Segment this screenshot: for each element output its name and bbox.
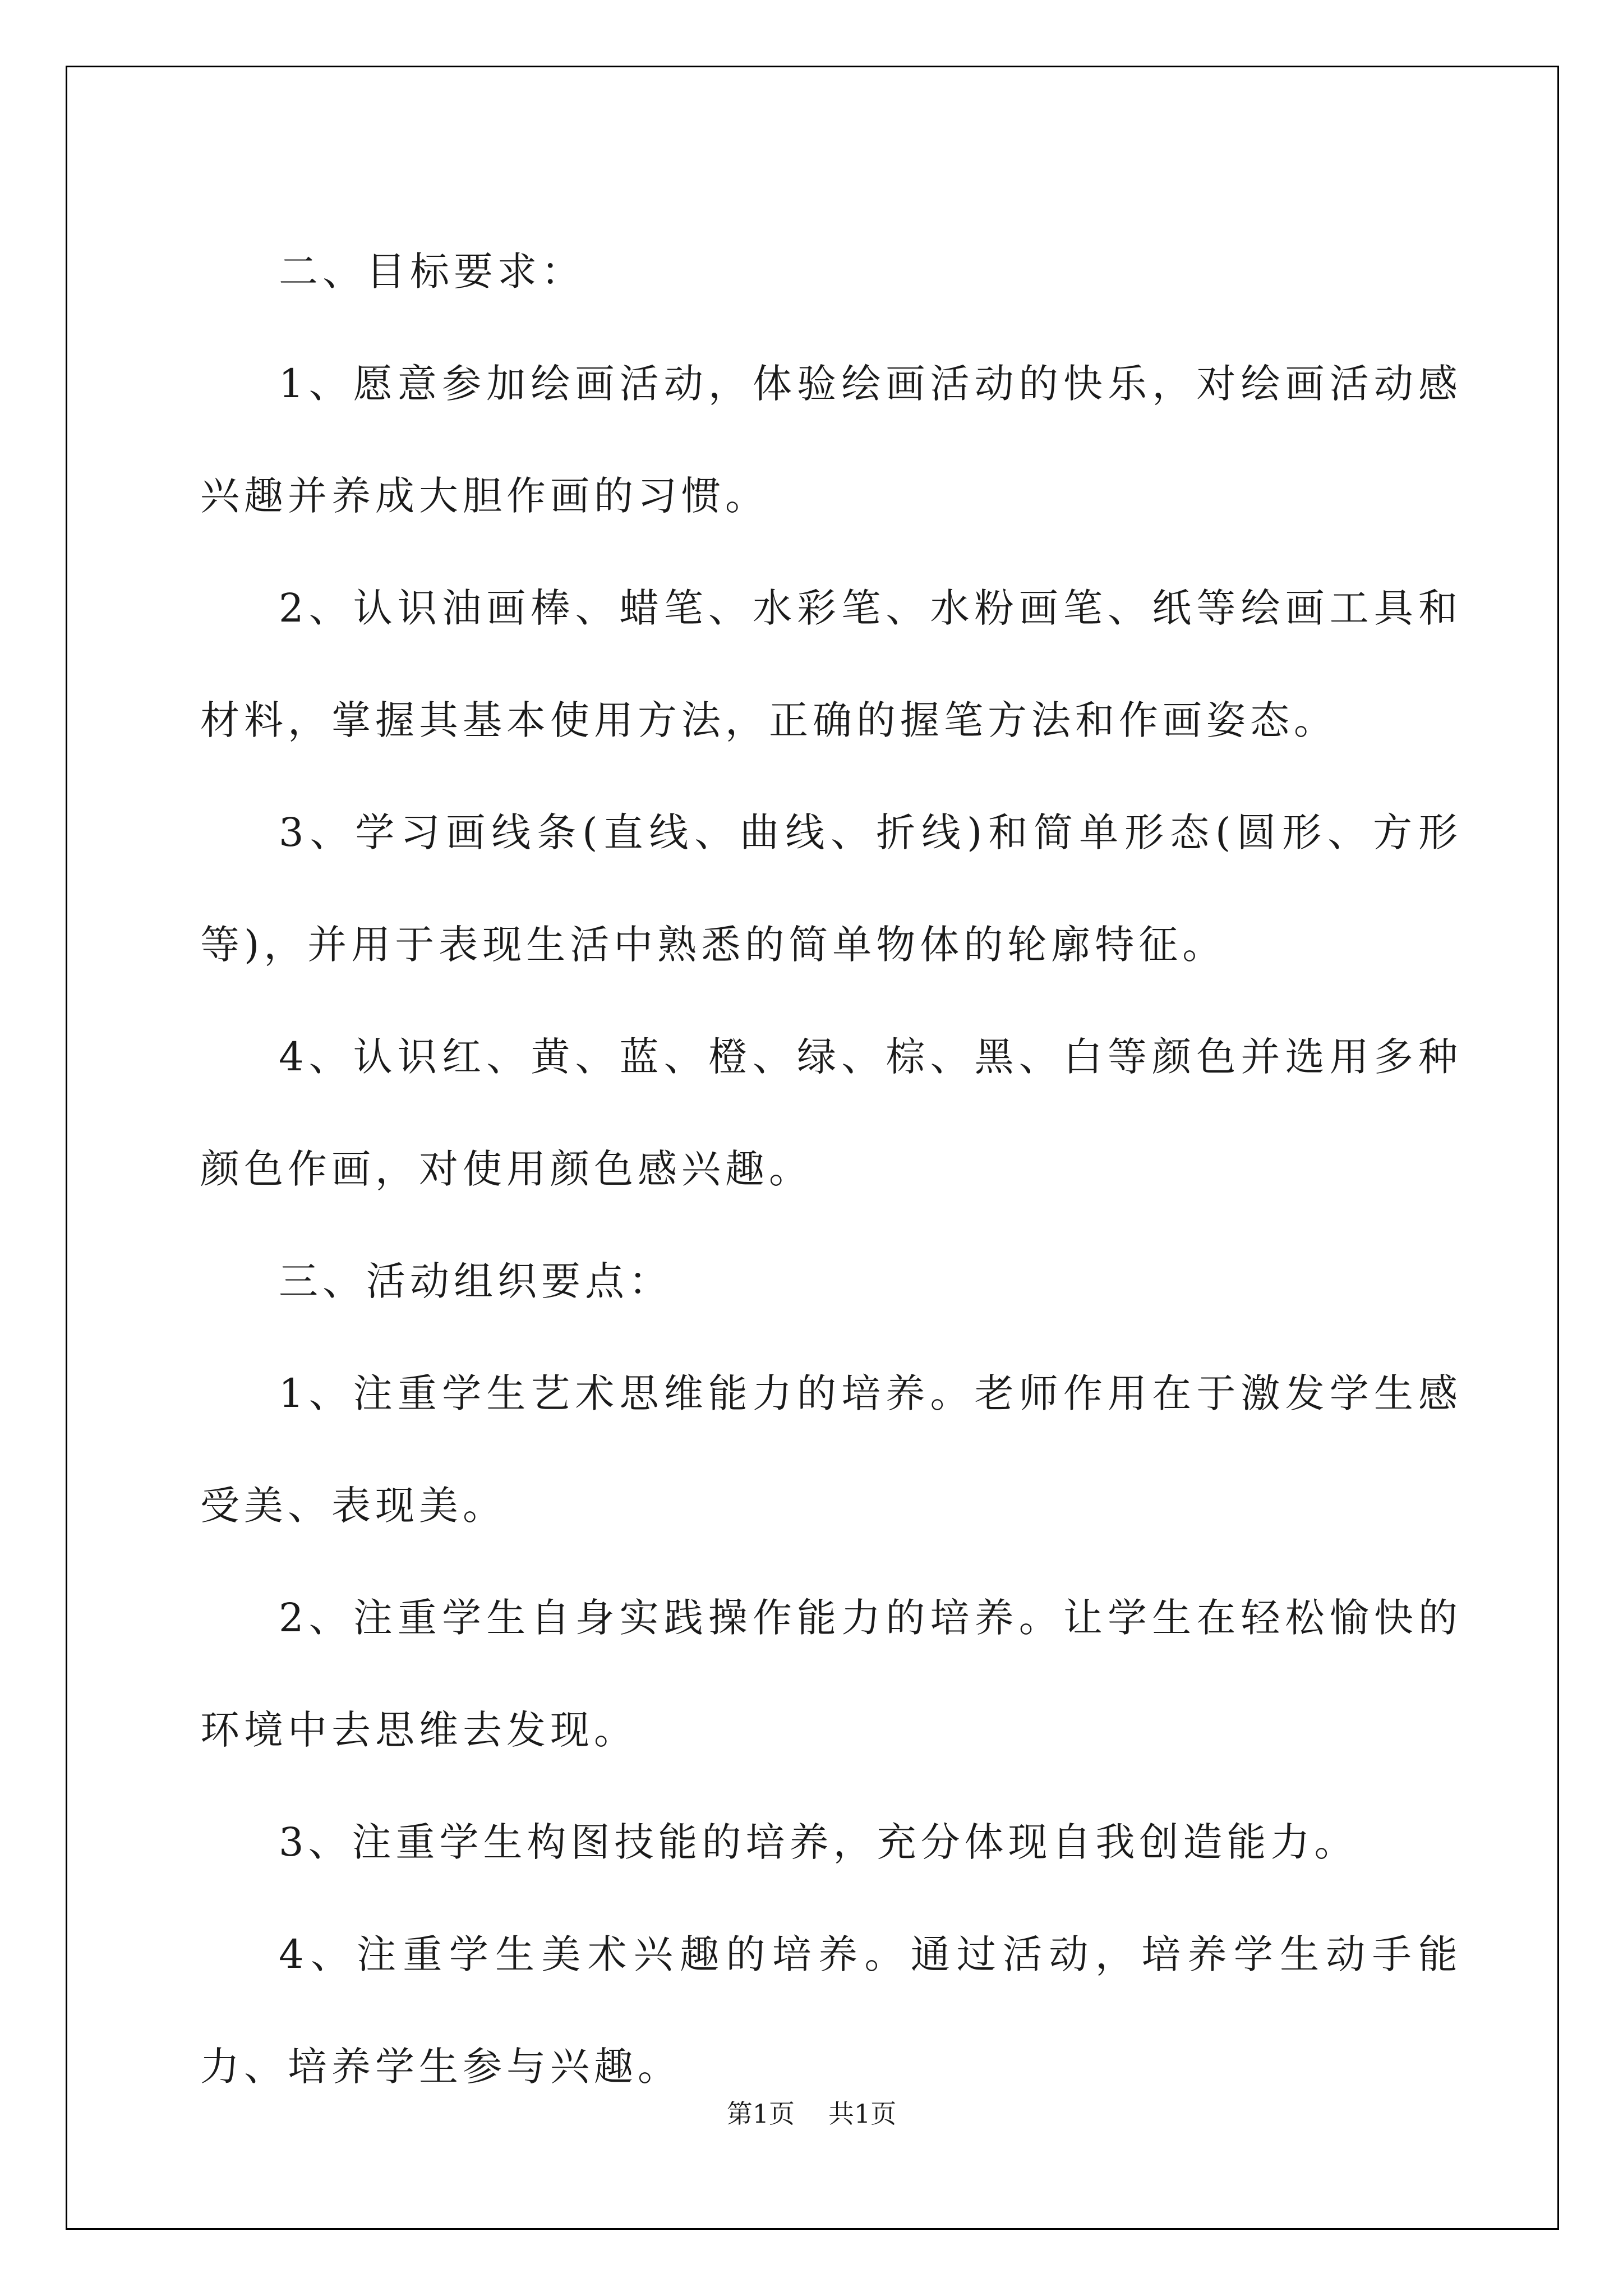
paragraph: 4、注重学生美术兴趣的培养。通过活动，培养学生动手能力、培养学生参与兴趣。 [200, 1931, 1462, 2090]
paragraph: 3、学习画线条(直线、曲线、折线)和简单形态(圆形、方形等)，并用于表现生活中熟悉的简单物体的轮廓特征。 [200, 809, 1462, 968]
paragraph: 2、注重学生自身实践操作能力的培养。让学生在轻松愉快的环境中去思维去发现。 [200, 1595, 1462, 1753]
paragraph: 2、认识油画棒、蜡笔、水彩笔、水粉画笔、纸等绘画工具和材料，掌握其基本使用方法，正确的握笔方法和作画姿态。 [200, 585, 1462, 743]
page-footer [0, 2093, 1623, 2131]
page-total: 共1页 [828, 2099, 897, 2129]
section-heading-organization: 三、活动组织要点： [279, 1258, 672, 1304]
paragraph: 3、注重学生构图技能的培养，充分体现自我创造能力。 [279, 1819, 1358, 1865]
section-heading-goals: 二、目标要求： [279, 249, 585, 295]
paragraph: 4、认识红、黄、蓝、橙、绿、棕、黑、白等颜色并选用多种颜色作画，对使用颜色感兴趣。 [200, 1034, 1462, 1192]
paragraph: 1、注重学生艺术思维能力的培养。老师作用在于激发学生感受美、表现美。 [200, 1370, 1462, 1529]
page-number: 第1页 [726, 2099, 795, 2129]
document-body [200, 215, 1462, 2123]
paragraph: 1、愿意参加绘画活动，体验绘画活动的快乐，对绘画活动感兴趣并养成大胆作画的习惯。 [200, 361, 1462, 519]
